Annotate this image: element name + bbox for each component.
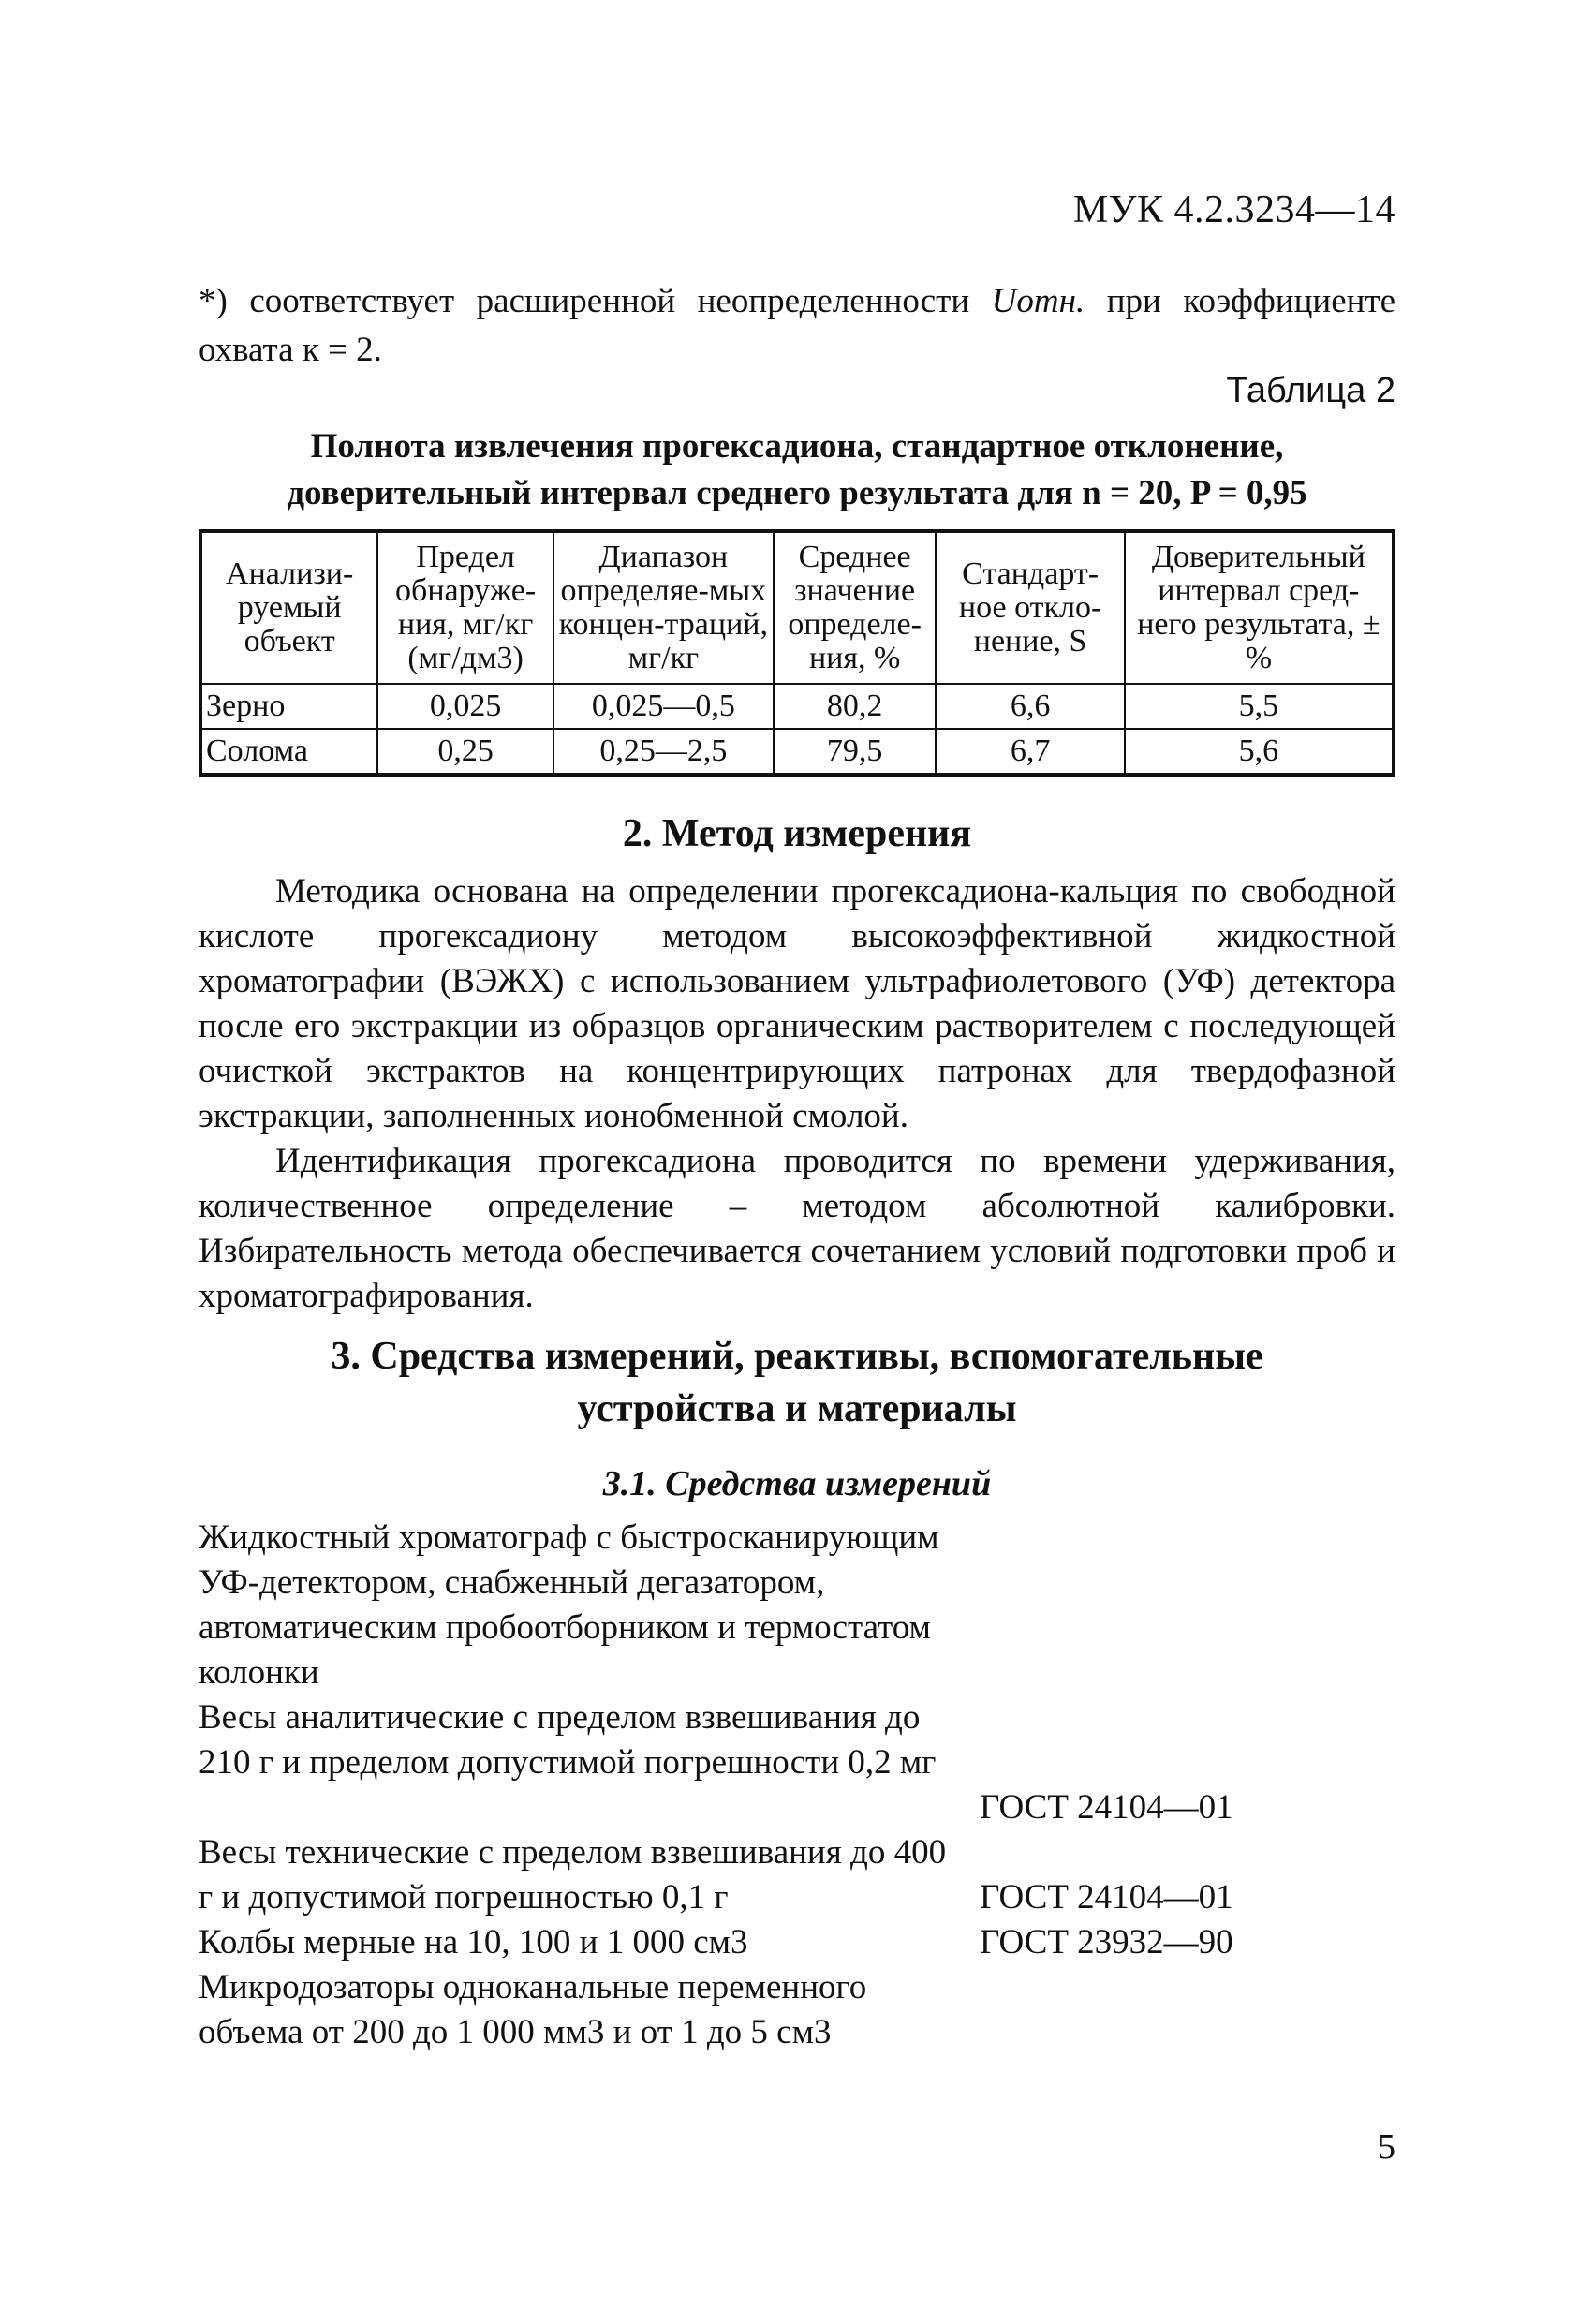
subsection-3-1-heading: 3.1. Средства измерений	[602, 1464, 992, 1503]
section-2-paragraph-1: Методика основана на определении прогексадиона-кальция по свободной кислоте прогексадиону методом высокоэффективной жидкостной хроматографии (ВЭЖХ) с использованием ультрафиолетового (УФ) детектора после его экстракции из образцов органическим растворителем с последующей очисткой экстрактов на концентрирующих патронах для твердофазной экстракции, заполненных ионобменной смолой.	[199, 872, 1395, 1135]
cell-confidence: 5,6	[1125, 729, 1394, 775]
list-item-gost: ГОСТ 24104—01	[980, 1878, 1233, 1917]
list-item: Колбы мерные на 10, 100 и 1 000 см3	[199, 1923, 748, 1961]
section-3-heading-line-1: 3. Средства измерений, реактивы, вспомогательные	[331, 1335, 1263, 1378]
list-item-gost: ГОСТ 24104—01	[980, 1788, 1233, 1827]
table-header-row	[200, 531, 1394, 684]
list-item: Весы технические с пределом взвешивания до 400 г и допустимой погрешностью 0,1 г	[199, 1833, 947, 1917]
footnote-text-2: при коэффициенте охвата к = 2.	[199, 282, 1396, 369]
table-title-line-1: Полнота извлечения прогексадиона, стандартное отклонение,	[310, 427, 1284, 466]
list-item: Микродозаторы одноканальные переменного объема от 200 до 1 000 мм3 и от 1 до 5 см3	[199, 1968, 867, 2051]
section-2-paragraph-2: Идентификация прогексадиона проводится по времени удерживания, количественное определение – методом абсолютной калибровки. Избирательность метода обеспечивается сочетанием условий подготовки проб и хроматографирования.	[199, 1142, 1395, 1315]
cell-mean: 79,5	[774, 729, 937, 775]
cell-detection-limit: 0,25	[377, 729, 553, 775]
results-table	[199, 529, 1395, 777]
cell-confidence: 5,5	[1125, 684, 1394, 729]
section-2-heading: 2. Метод измерения	[622, 812, 972, 855]
list-item-gost: ГОСТ 23932—90	[980, 1923, 1233, 1961]
document-code: МУК 4.2.3234—14	[1072, 188, 1395, 231]
table-title	[199, 423, 1395, 517]
cell-std-dev: 6,6	[936, 684, 1124, 729]
cell-range: 0,25—2,5	[553, 729, 774, 775]
cell-object: Солома	[200, 729, 377, 775]
table-row	[200, 729, 1394, 775]
section-3-heading	[199, 1330, 1395, 1435]
cell-detection-limit: 0,025	[377, 684, 553, 729]
col-header-mean: Среднее значение определе-ния, %	[774, 531, 937, 684]
col-header-object: Анализи-руемый объект	[200, 531, 377, 684]
table-row	[200, 684, 1394, 729]
footnote	[199, 277, 1395, 375]
section-3-heading-line-2: устройства и материалы	[577, 1387, 1017, 1430]
page-number: 5	[1378, 2127, 1395, 2167]
footnote-u-symbol: Uотн.	[991, 282, 1085, 320]
cell-object: Зерно	[200, 684, 377, 729]
table-title-line-2: доверительный интервал среднего результата для n = 20, P = 0,95	[287, 474, 1307, 512]
footnote-marker: *)	[199, 282, 228, 320]
cell-std-dev: 6,7	[936, 729, 1124, 775]
footnote-text: соответствует расширенной неопределенности	[249, 282, 970, 320]
col-header-confidence: Доверительный интервал сред-него результата, ± %	[1125, 531, 1394, 684]
list-item: Жидкостный хроматограф с быстросканирующим УФ-детектором, снабженный дегазатором, автоматическим пробоотборником и термостатом колонки	[199, 1518, 939, 1692]
list-item: Весы аналитические с пределом взвешивания до 210 г и пределом допустимой погрешности 0,2 мг	[199, 1698, 937, 1782]
cell-range: 0,025—0,5	[553, 684, 774, 729]
cell-mean: 80,2	[774, 684, 937, 729]
col-header-detection-limit: Предел обнаруже-ния, мг/кг (мг/дм3)	[377, 531, 553, 684]
table-caption: Таблица 2	[1226, 371, 1395, 410]
col-header-range: Диапазон определяе-мых концен-траций, мг/кг	[553, 531, 774, 684]
col-header-std-dev: Стандарт-ное откло-нение, S	[936, 531, 1124, 684]
